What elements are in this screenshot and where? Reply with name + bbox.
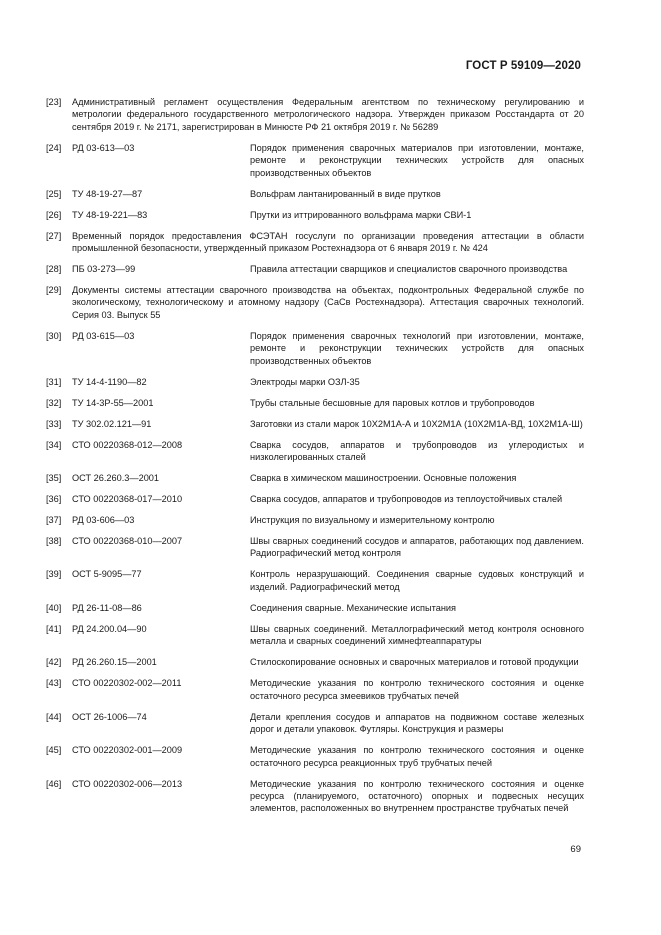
reference-number: [36]	[46, 494, 62, 505]
reference-entry	[46, 188, 584, 200]
reference-text: Заготовки из стали марок 10Х2М1А-А и 10Х2М1А (10Х2М1А-ВД, 10Х2М1А-Ш)	[250, 418, 583, 429]
reference-entry	[46, 514, 584, 526]
reference-code: РД 24.200.04—90	[72, 623, 147, 634]
reference-code: СТО 00220368-017—2010	[72, 494, 183, 505]
reference-code: ОСТ 26.260.3—2001	[72, 473, 160, 484]
reference-entry	[46, 778, 584, 815]
reference-number: [25]	[46, 188, 62, 199]
reference-entry	[46, 142, 584, 179]
reference-text: Административный регламент осуществления Федеральным агентством по техническому регулированию и метрологии федерального государственного метрологического надзора. Утвержден приказом Росстандарта от 20 сентября 2019 г. № 2171, зарегистрирован в Минюсте РФ 21 октября 2019 г. № 56289	[72, 97, 584, 132]
reference-number: [37]	[46, 515, 62, 526]
reference-text: Сварка в химическом машиностроении. Основные положения	[250, 473, 517, 484]
reference-number: [38]	[46, 536, 62, 547]
reference-code: РД 26.260.15—2001	[72, 657, 157, 668]
reference-text: Сварка сосудов, аппаратов и трубопроводов из теплоустойчивых сталей	[250, 494, 563, 505]
reference-entry	[46, 493, 584, 505]
reference-text: Порядок применения сварочных материалов при изготовлении, монтаже, ремонте и реконструкции технических устройств для опасных производственных объектов	[250, 142, 584, 178]
reference-text: Временный порядок предоставления ФСЭТАН госуслуги по организации проведения аттестации в области промышленной безопасности, утвержденный приказом Ростехнадзора от 6 января 2019 г. № 424	[72, 230, 584, 254]
reference-number: [24]	[46, 142, 62, 153]
reference-text: Методические указания по контролю технического состояния и оценке остаточного ресурса реакционных труб трубчатых печей	[250, 745, 584, 768]
reference-number: [44]	[46, 711, 62, 722]
reference-entry	[46, 96, 584, 133]
reference-number: [42]	[46, 657, 62, 668]
reference-code: РД 03-606—03	[72, 515, 135, 526]
reference-number: [45]	[46, 745, 62, 756]
reference-entry	[46, 376, 584, 388]
reference-entry	[46, 535, 584, 560]
bibliography-list	[46, 96, 584, 823]
reference-entry	[46, 677, 584, 702]
reference-entry	[46, 656, 584, 668]
reference-text: Сварка сосудов, аппаратов и трубопроводов из углеродистых и низколегированных сталей	[250, 439, 584, 463]
reference-number: [43]	[46, 678, 62, 689]
reference-code: ТУ 48-19-221—83	[72, 209, 148, 220]
reference-code: ТУ 302.02.121—91	[72, 418, 152, 429]
reference-text: Стилоскопирование основных и сварочных материалов и готовой продукции	[250, 657, 579, 668]
page-number: 69	[570, 844, 581, 855]
reference-number: [39]	[46, 569, 62, 580]
reference-code: ПБ 03-273—99	[72, 264, 136, 275]
reference-text: Трубы стальные бесшовные для паровых котлов и трубопроводов	[250, 397, 535, 408]
reference-text: Соединения сварные. Механические испытания	[250, 602, 457, 613]
reference-number: [27]	[46, 230, 62, 241]
reference-text: Методические указания по контролю технического состояния и оценке ресурса (планируемого, остаточного) опорных и подвесных несущих элементов, расположенных во внутреннем пространстве трубчатых печей	[250, 778, 584, 814]
reference-code: ОСТ 5-9095—77	[72, 569, 142, 580]
reference-number: [46]	[46, 778, 62, 789]
reference-text: Детали крепления сосудов и аппаратов на подвижном составе железных дорог и детали упаковок. Футляры. Конструкция и размеры	[250, 711, 584, 735]
reference-code: ОСТ 26-1006—74	[72, 711, 147, 722]
reference-entry	[46, 263, 584, 275]
reference-entry	[46, 744, 584, 769]
reference-text: Прутки из иттрированного вольфрама марки СВИ-1	[250, 209, 472, 220]
reference-entry	[46, 418, 584, 430]
reference-text: Электроды марки ОЗЛ-35	[250, 376, 360, 387]
reference-code: СТО 00220368-012—2008	[72, 439, 183, 450]
reference-text: Вольфрам лантанированный в виде прутков	[250, 188, 441, 199]
reference-text: Правила аттестации сварщиков и специалистов сварочного производства	[250, 264, 568, 275]
reference-text: Методические указания по контролю технического состояния и оценке остаточного ресурса змеевиков трубчатых печей	[250, 678, 584, 701]
reference-code: ТУ 48-19-27—87	[72, 188, 143, 199]
reference-code: СТО 00220302-002—2011	[72, 678, 182, 689]
standard-designation: ГОСТ Р 59109—2020	[465, 60, 581, 72]
reference-number: [41]	[46, 623, 62, 634]
reference-code: СТО 00220368-010—2007	[72, 536, 183, 547]
reference-code: РД 26-11-08—86	[72, 602, 142, 613]
reference-text: Контроль неразрушающий. Соединения сварные судовых конструкций и изделий. Радиографический метод	[250, 569, 584, 592]
reference-entry	[46, 472, 584, 484]
reference-text: Инструкция по визуальному и измерительному контролю	[250, 515, 495, 526]
reference-number: [31]	[46, 376, 62, 387]
reference-entry	[46, 397, 584, 409]
reference-entry	[46, 230, 584, 255]
reference-number: [32]	[46, 397, 62, 408]
reference-number: [28]	[46, 264, 62, 275]
reference-text: Швы сварных соединений. Металлографический метод контроля основного металла и сварных соединений химнефтеаппаратуры	[250, 623, 584, 647]
reference-entry	[46, 209, 584, 221]
reference-number: [29]	[46, 285, 62, 296]
reference-number: [40]	[46, 602, 62, 613]
reference-text: Порядок применения сварочных технологий при изготовлении, монтаже, ремонте и реконструкции технических устройств для опасных производственных объектов	[250, 330, 584, 366]
reference-code: ТУ 14-4-1190—82	[72, 376, 147, 387]
reference-entry	[46, 623, 584, 648]
reference-code: РД 03-615—03	[72, 330, 135, 341]
reference-number: [35]	[46, 473, 62, 484]
reference-number: [26]	[46, 209, 62, 220]
reference-text: Швы сварных соединений сосудов и аппаратов, работающих под давлением. Радиографический метод контроля	[250, 536, 584, 559]
reference-number: [23]	[46, 97, 62, 107]
reference-entry	[46, 711, 584, 736]
reference-number: [30]	[46, 330, 62, 341]
reference-entry	[46, 330, 584, 367]
reference-text: Документы системы аттестации сварочного производства на объектах, подконтрольных Федеральной службе по экологическому, технологическому и атомному надзору (СаСв Ростехнадзора). Аттестация сварочных технологий. Серия 03. Выпуск 55	[72, 285, 584, 320]
reference-entry	[46, 284, 584, 321]
reference-code: ТУ 14-3Р-55—2001	[72, 397, 154, 408]
reference-entry	[46, 439, 584, 464]
reference-entry	[46, 602, 584, 614]
reference-code: СТО 00220302-001—2009	[72, 745, 183, 756]
reference-code: СТО 00220302-006—2013	[72, 778, 183, 789]
reference-code: РД 03-613—03	[72, 142, 135, 153]
reference-entry	[46, 568, 584, 593]
reference-number: [34]	[46, 439, 62, 450]
reference-number: [33]	[46, 418, 62, 429]
